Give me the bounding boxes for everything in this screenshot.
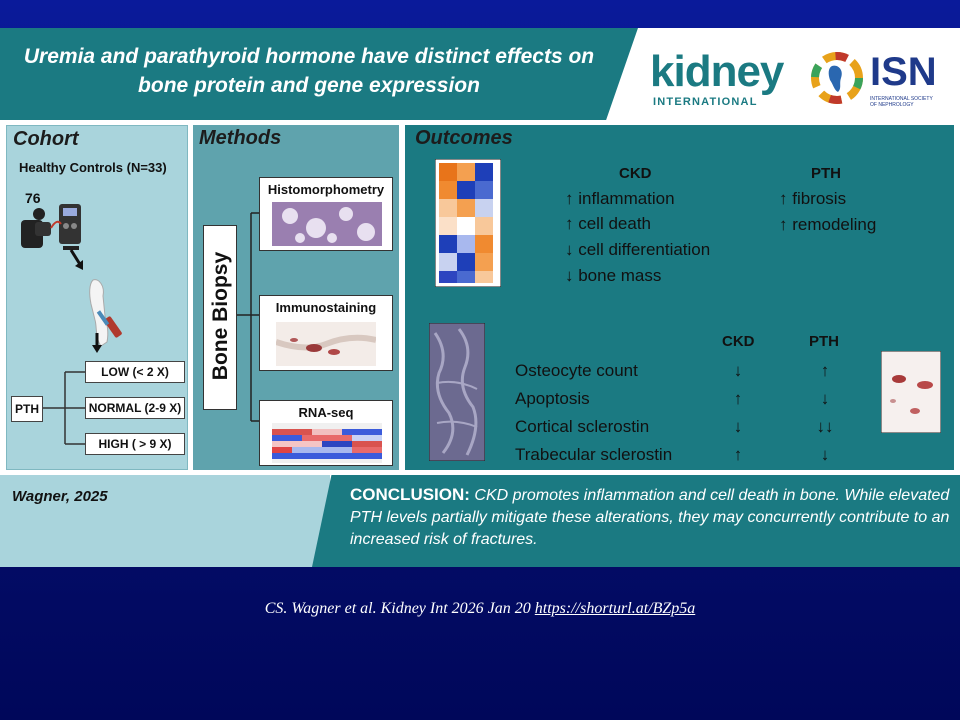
table-row-label-4: Trabecular sclerostin — [515, 445, 673, 464]
bone-section-image — [429, 323, 485, 461]
rnaseq-heatmap-image — [272, 423, 382, 463]
author-citation: Wagner, 2025 — [12, 488, 108, 505]
methods-panel — [193, 125, 399, 470]
method-immunostaining — [259, 295, 393, 371]
outcomes-title: Outcomes — [415, 127, 513, 149]
graphical-abstract — [0, 28, 960, 567]
ckd-effect-2: ↑ cell death — [565, 214, 651, 233]
cohort-title: Cohort — [13, 128, 79, 150]
table-row-label-1: Osteocyte count — [515, 361, 638, 380]
immunostain-image — [276, 322, 376, 366]
methods-title: Methods — [199, 127, 282, 149]
table-col-pth: PTH — [809, 333, 839, 350]
table-cell-pth-1: ↑ — [820, 361, 830, 380]
isn-logo-word: ISN — [870, 50, 937, 94]
kidney-international-logo — [650, 47, 790, 110]
kidney-logo-word: kidney — [650, 47, 784, 96]
table-cell-ckd-4: ↑ — [733, 445, 743, 464]
bone-biopsy-label: Bone Biopsy — [209, 251, 232, 381]
table-cell-ckd-1: ↓ — [733, 361, 743, 380]
histology-image — [272, 202, 382, 246]
table-row-label-3: Cortical sclerostin — [515, 417, 650, 436]
citation-line — [0, 600, 960, 618]
bone-biopsy-box — [203, 225, 237, 410]
sclerostin-stain-image — [881, 351, 941, 433]
pth-group-high: HIGH ( > 9 X) — [85, 433, 185, 455]
ckd-effect-3: ↓ cell differentiation — [565, 240, 711, 259]
pth-effect-2: ↑ remodeling — [779, 215, 877, 234]
outcome-ckd-heading: CKD — [619, 165, 652, 182]
table-cell-ckd-3: ↓ — [733, 417, 743, 436]
conclusion-body: CKD promotes inflammation and cell death in bone. While elevated PTH levels partially mitigate these alterations, they may concurrently contribute to an increased risk of fractures. — [350, 487, 950, 548]
arrow-down-icon-2 — [91, 331, 103, 355]
kidney-logo-sub: INTERNATIONAL — [653, 96, 758, 108]
pth-group-low: LOW (< 2 X) — [85, 361, 185, 383]
table-cell-pth-2: ↓ — [820, 389, 830, 408]
ckd-effect-4: ↓ bone mass — [565, 266, 662, 285]
cohort-panel — [6, 125, 188, 470]
citation-text: CS. Wagner et al. Kidney Int 2026 Jan 20 — [264, 600, 535, 617]
table-row-label-2: Apoptosis — [515, 389, 590, 408]
ckd-effect-1: ↑ inflammation — [565, 189, 675, 208]
isn-logo-sub: INTERNATIONAL SOCIETY OF NEPHROLOGY — [870, 96, 933, 108]
pth-label: PTH — [11, 396, 43, 422]
table-cell-ckd-2: ↑ — [733, 389, 743, 408]
method-label-immunostaining: Immunostaining — [275, 300, 377, 315]
arrow-down-icon — [69, 248, 87, 276]
pth-group-normal: NORMAL (2-9 X) — [85, 397, 185, 419]
dialysis-patient-icon — [19, 198, 95, 254]
outcome-pth-heading: PTH — [811, 165, 841, 182]
conclusion-block — [350, 484, 950, 551]
outcomes-panel — [405, 125, 954, 470]
citation-link[interactable]: https://shorturl.at/BZp5a — [534, 600, 696, 617]
table-cell-pth-4: ↓ — [820, 445, 830, 464]
cohort-subtitle: Healthy Controls (N=33) — [19, 160, 167, 175]
isn-emblem-icon — [808, 48, 866, 108]
method-label-histomorphometry: Histomorphometry — [267, 182, 385, 197]
table-col-ckd: CKD — [722, 333, 755, 350]
abstract-title: Uremia and parathyroid hormone have distinct effects on bone protein and gene expression — [23, 45, 595, 97]
method-label-rnaseq: RNA-seq — [298, 405, 354, 420]
table-cell-pth-3: ↓↓ — [816, 417, 834, 436]
outcome-heatmap-image — [435, 159, 501, 287]
pth-effect-1: ↑ fibrosis — [779, 189, 847, 208]
blood-draw-hand-icon — [79, 276, 139, 352]
isn-logo — [808, 48, 948, 118]
conclusion-label: CONCLUSION: — [350, 485, 470, 504]
method-histomorphometry — [259, 177, 393, 251]
method-rnaseq — [259, 400, 393, 466]
cohort-count: 76 — [25, 190, 41, 206]
